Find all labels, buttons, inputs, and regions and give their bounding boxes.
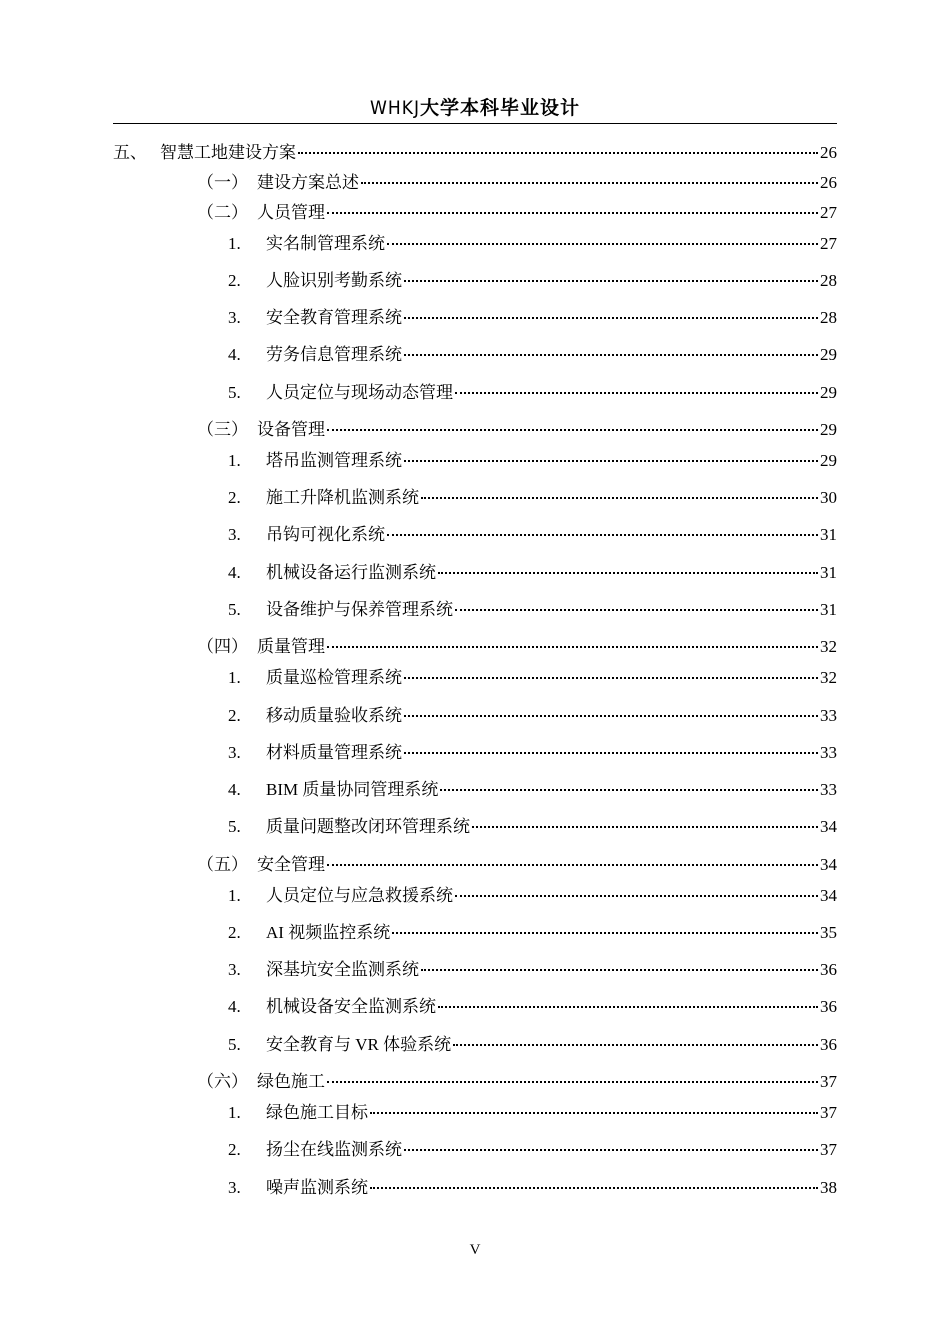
toc-entry-title: 实名制管理系统 — [266, 234, 385, 253]
toc-entry-title: 劳务信息管理系统 — [266, 345, 402, 364]
toc-entry-title: 深基坑安全监测系统 — [266, 960, 419, 979]
toc-entry-number: 3. — [228, 525, 241, 544]
toc-entry-number: 4. — [228, 780, 241, 799]
toc-entry[interactable] — [0, 381, 950, 405]
toc-entry[interactable] — [0, 1070, 950, 1094]
toc-entry[interactable] — [0, 171, 950, 195]
toc-entry-title: 机械设备安全监测系统 — [266, 997, 436, 1016]
toc-entry[interactable] — [0, 884, 950, 908]
toc-entry[interactable] — [0, 449, 950, 473]
toc-entry-title: AI 视频监控系统 — [266, 923, 391, 942]
page-number: V — [469, 1242, 481, 1258]
toc-entry-number: 1. — [228, 234, 241, 253]
toc-entry-number: （一） — [197, 173, 248, 192]
toc-entry-number: 2. — [228, 923, 241, 942]
toc-entry[interactable] — [0, 1033, 950, 1057]
toc-entry-title: 绿色施工 — [257, 1072, 325, 1091]
toc-entry-title: 设备管理 — [257, 420, 325, 439]
dot-leader — [404, 280, 818, 282]
toc-entry-title: 扬尘在线监测系统 — [266, 1140, 402, 1159]
toc-entry-number: 5. — [228, 817, 241, 836]
toc-entry-page: 33 — [820, 743, 837, 762]
toc-entry-page: 29 — [820, 451, 837, 470]
toc-entry[interactable] — [0, 704, 950, 728]
toc-entry-page: 37 — [820, 1103, 837, 1122]
toc-entry-number: 3. — [228, 1178, 241, 1197]
toc-entry-title: 质量问题整改闭环管理系统 — [266, 817, 470, 836]
toc-entry-page: 26 — [820, 173, 837, 192]
toc-entry-title: 噪声监测系统 — [266, 1178, 368, 1197]
toc-entry-page: 32 — [820, 637, 837, 656]
toc-entry-number: 1. — [228, 451, 241, 470]
toc-entry[interactable] — [0, 853, 950, 877]
dot-leader — [455, 609, 818, 611]
toc-entry-page: 33 — [820, 706, 837, 725]
dot-leader — [472, 826, 818, 828]
toc-entry[interactable] — [0, 269, 950, 293]
dot-leader — [438, 1006, 818, 1008]
toc-entry[interactable] — [0, 598, 950, 622]
toc-entry-number: （二） — [197, 203, 248, 222]
header-title: 大学本科毕业设计 — [420, 98, 581, 119]
dot-leader — [327, 1081, 818, 1083]
toc-entry-title: 绿色施工目标 — [266, 1103, 368, 1122]
toc-entry[interactable] — [0, 1101, 950, 1125]
toc-entry[interactable] — [0, 1138, 950, 1162]
toc-entry-number: 2. — [228, 271, 241, 290]
dot-leader — [392, 932, 818, 934]
toc-entry-title: 安全管理 — [257, 855, 325, 874]
toc-entry[interactable] — [0, 1176, 950, 1200]
toc-entry-title: 建设方案总述 — [257, 173, 359, 192]
toc-entry-title: 人员定位与现场动态管理 — [266, 383, 453, 402]
dot-leader — [361, 182, 818, 184]
toc-entry[interactable] — [0, 666, 950, 690]
dot-leader — [438, 572, 818, 574]
dot-leader — [404, 354, 818, 356]
toc-entry[interactable] — [0, 486, 950, 510]
toc-entry-number: 3. — [228, 960, 241, 979]
toc-entry-title: 人脸识别考勤系统 — [266, 271, 402, 290]
dot-leader — [327, 646, 818, 648]
toc-entry[interactable] — [0, 201, 950, 225]
dot-leader — [404, 715, 818, 717]
toc-entry-title: 材料质量管理系统 — [266, 743, 402, 762]
header-latin: WHKJ — [369, 97, 420, 119]
dot-leader — [327, 212, 818, 214]
toc-entry-number: 1. — [228, 668, 241, 687]
dot-leader — [404, 677, 818, 679]
toc-entry-title: 施工升降机监测系统 — [266, 488, 419, 507]
dot-leader — [370, 1112, 818, 1114]
dot-leader — [455, 392, 818, 394]
toc-entry-page: 36 — [820, 1035, 837, 1054]
dot-leader — [298, 152, 818, 154]
dot-leader — [440, 789, 818, 791]
toc-entry-number: 5. — [228, 1035, 241, 1054]
dot-leader — [455, 895, 818, 897]
toc-entry[interactable] — [0, 995, 950, 1019]
toc-entry[interactable] — [0, 778, 950, 802]
toc-entry-page: 37 — [820, 1072, 837, 1091]
toc-entry[interactable] — [0, 523, 950, 547]
toc-entry-page: 29 — [820, 383, 837, 402]
toc-entry-number: 4. — [228, 563, 241, 582]
toc-entry-title: 质量巡检管理系统 — [266, 668, 402, 687]
toc-entry[interactable] — [0, 815, 950, 839]
toc-entry-title: 安全教育管理系统 — [266, 308, 402, 327]
toc-entry-page: 28 — [820, 271, 837, 290]
toc-entry-number: （六） — [197, 1072, 248, 1091]
dot-leader — [404, 317, 818, 319]
toc-entry-number: 1. — [228, 886, 241, 905]
dot-leader — [404, 460, 818, 462]
dot-leader — [387, 243, 818, 245]
toc-entry-page: 34 — [820, 855, 837, 874]
dot-leader — [327, 429, 818, 431]
toc-entry-page: 31 — [820, 525, 837, 544]
toc-entry-title: 机械设备运行监测系统 — [266, 563, 436, 582]
dot-leader — [370, 1187, 818, 1189]
toc-entry-page: 27 — [820, 203, 837, 222]
toc-entry-number: 1. — [228, 1103, 241, 1122]
toc-entry-page: 36 — [820, 997, 837, 1016]
toc-entry-number: 2. — [228, 1140, 241, 1159]
toc-entry-number: 五、 — [113, 143, 147, 162]
toc-entry-page: 34 — [820, 817, 837, 836]
toc-entry-page: 31 — [820, 563, 837, 582]
toc-entry[interactable] — [0, 635, 950, 659]
toc-entry-title: 质量管理 — [257, 637, 325, 656]
toc-entry-page: 27 — [820, 234, 837, 253]
dot-leader — [421, 969, 818, 971]
toc-entry-number: （四） — [197, 637, 248, 656]
toc-entry-page: 37 — [820, 1140, 837, 1159]
toc-entry-title: 吊钩可视化系统 — [266, 525, 385, 544]
toc-entry-page: 38 — [820, 1178, 837, 1197]
toc-entry-number: （五） — [197, 855, 248, 874]
toc-entry-number: 5. — [228, 383, 241, 402]
toc-entry-page: 29 — [820, 420, 837, 439]
toc-entry-title: 人员管理 — [257, 203, 325, 222]
toc-entry-number: （三） — [197, 420, 248, 439]
toc-entry-title: 移动质量验收系统 — [266, 706, 402, 725]
toc-entry-page: 36 — [820, 960, 837, 979]
dot-leader — [387, 534, 818, 536]
toc-entry-page: 34 — [820, 886, 837, 905]
toc-entry-title: 设备维护与保养管理系统 — [266, 600, 453, 619]
toc-entry-title: 安全教育与 VR 体验系统 — [266, 1035, 452, 1054]
toc-entry[interactable] — [0, 306, 950, 330]
toc-entry-page: 30 — [820, 488, 837, 507]
toc-entry-page: 32 — [820, 668, 837, 687]
toc-entry-number: 5. — [228, 600, 241, 619]
dot-leader — [327, 864, 818, 866]
toc-entry[interactable] — [0, 561, 950, 585]
dot-leader — [404, 752, 818, 754]
toc-entry-number: 2. — [228, 488, 241, 507]
toc-entry-page: 35 — [820, 923, 837, 942]
toc-entry[interactable] — [0, 343, 950, 367]
toc-entry-page: 29 — [820, 345, 837, 364]
toc-entry-title: 塔吊监测管理系统 — [266, 451, 402, 470]
toc-entry-page: 28 — [820, 308, 837, 327]
toc-entry-number: 2. — [228, 706, 241, 725]
toc-entry-number: 4. — [228, 345, 241, 364]
toc-entry-number: 3. — [228, 308, 241, 327]
toc-entry[interactable] — [0, 232, 950, 256]
toc-entry[interactable] — [0, 741, 950, 765]
toc-entry-title: BIM 质量协同管理系统 — [266, 780, 439, 799]
dot-leader — [421, 497, 818, 499]
toc-entry-page: 26 — [820, 143, 837, 162]
toc-entry[interactable] — [0, 418, 950, 442]
toc-entry[interactable] — [0, 958, 950, 982]
toc-entry[interactable] — [0, 921, 950, 945]
toc-entry[interactable] — [0, 141, 950, 165]
dot-leader — [453, 1044, 818, 1046]
toc-entry-title: 人员定位与应急救援系统 — [266, 886, 453, 905]
header-rule — [113, 123, 837, 124]
toc-entry-page: 31 — [820, 600, 837, 619]
dot-leader — [404, 1149, 818, 1151]
page-header — [0, 93, 950, 120]
toc-entry-title: 智慧工地建设方案 — [160, 143, 296, 162]
toc-entry-number: 3. — [228, 743, 241, 762]
toc-entry-page: 33 — [820, 780, 837, 799]
toc-entry-number: 4. — [228, 997, 241, 1016]
